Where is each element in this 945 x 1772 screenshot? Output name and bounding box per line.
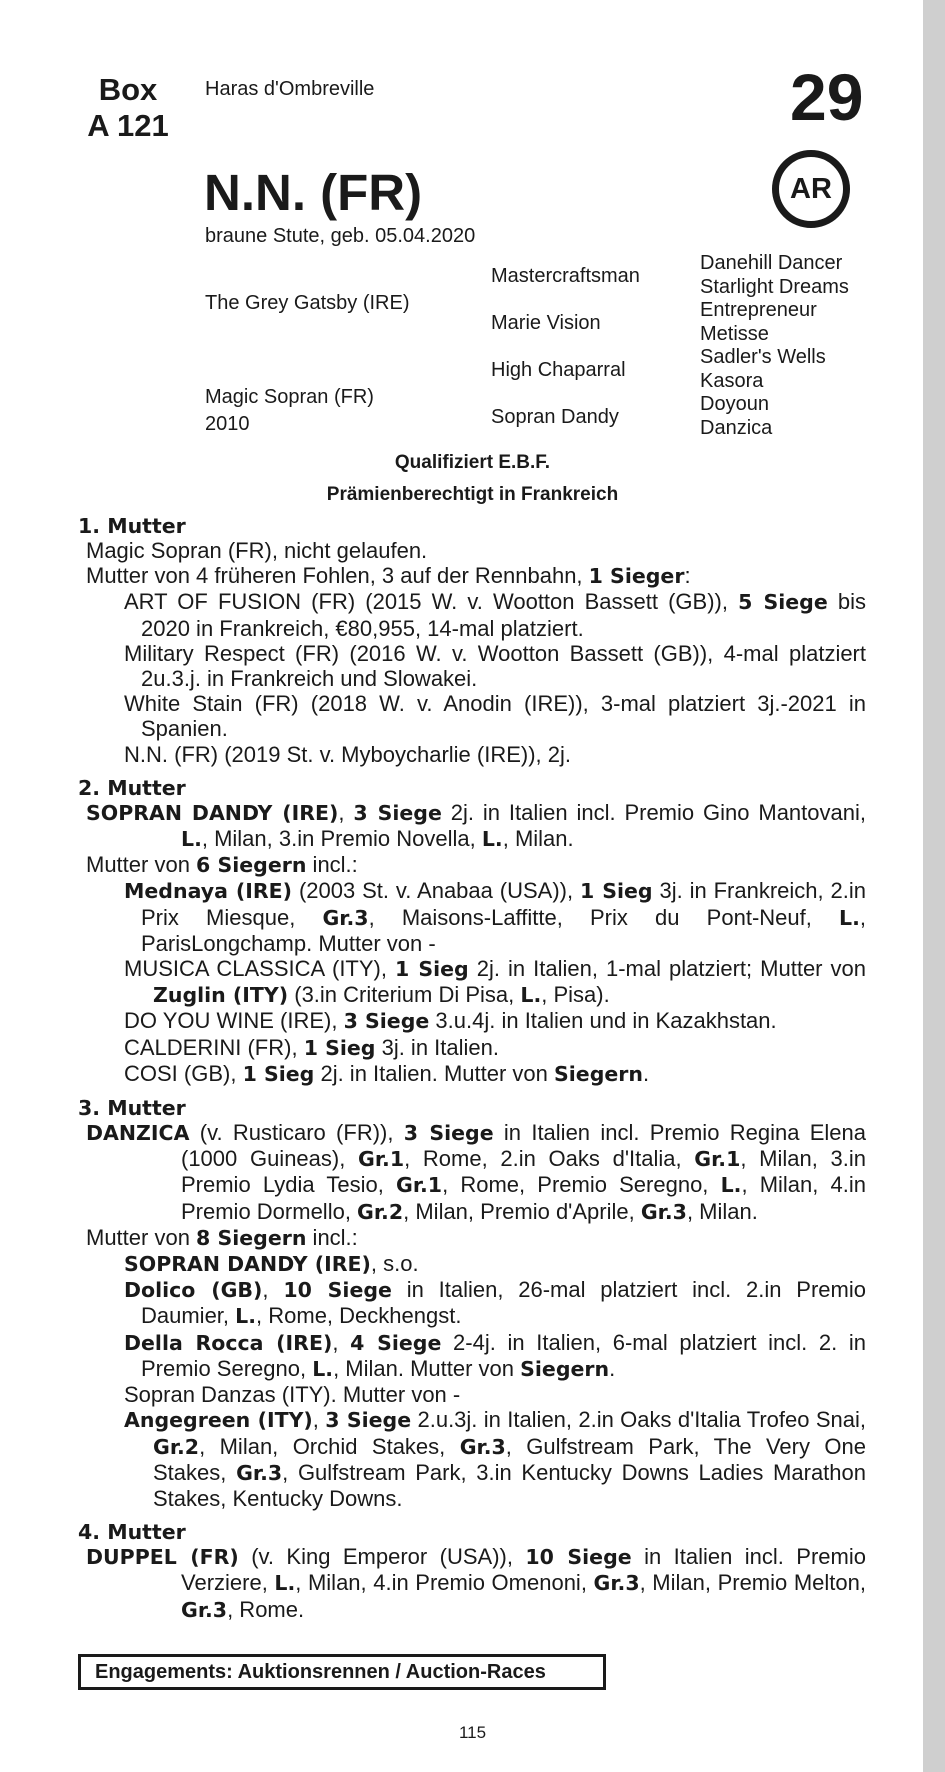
produce-entry: COSI (GB), 1 Sieg 2j. in Italien. Mutter von Siegern.: [124, 1060, 650, 1086]
produce-entry: Della Rocca (IRE), 4 Siege 2-4j. in Italien, 6-mal platziert incl. 2. in Premio Seregno, L., Milan. Mutter von Siegern.: [124, 1329, 866, 1381]
pedigree-ggp: Metisse: [700, 322, 769, 345]
third-dam-produce-summary: Mutter von 8 Siegern incl.:: [86, 1224, 358, 1250]
sub-produce-entry: Angegreen (ITY), 3 Siege 2.u.3j. in Italien, 2.in Oaks d'Italia Trofeo Snai, Gr.2, Milan, Orchid Stakes, Gr.3, Gulfstream Park, The Very One Stakes, Gr.3, Gulfstream Park, 3.in Kentucky Downs Ladies Marathon Stakes, Kentucky Downs.: [124, 1407, 866, 1511]
produce-entry: Dolico (GB), 10 Siege in Italien, 26-mal platziert incl. 2.in Premio Daumier, L., Rome, Deckhengst.: [124, 1277, 866, 1329]
produce-entry: SOPRAN DANDY (IRE), s.o.: [124, 1251, 419, 1277]
pedigree-ggp: Doyoun: [700, 393, 769, 415]
produce-entry: Sopran Danzas (ITY). Mutter von -: [124, 1382, 461, 1408]
pedigree-gp: Marie Vision: [491, 312, 601, 334]
pedigree-great-grandparents: [700, 252, 849, 440]
pedigree-gp: Sopran Dandy: [491, 406, 619, 428]
first-dam-heading: 1. Mutter: [78, 514, 186, 538]
pedigree-ggp: Sadler's Wells: [700, 346, 826, 368]
third-dam-record: DANZICA (v. Rusticaro (FR)), 3 Siege in Italien incl. Premio Regina Elena (1000 Guineas), Gr.1, Rome, 2.in Oaks d'Italia, Gr.1, Milan, 3.in Premio Lydia Tesio, Gr.1, Rome, Premio Seregno, L., Milan, 4.in Premio Dormello, Gr.2, Milan, Premio d'Aprile, Gr.3, Milan.: [86, 1120, 867, 1224]
horse-name: N.N. (FR): [204, 164, 423, 221]
horse-description: braune Stute, geb. 05.04.2020: [205, 225, 476, 247]
second-dam-record: SOPRAN DANDY (IRE), 3 Siege 2j. in Italien incl. Premio Gino Mantovani, L., Milan, 3.in Premio Novella, L., Milan.: [86, 799, 866, 852]
box-line-1: Box: [98, 72, 158, 107]
third-dam-section: [78, 1096, 866, 1511]
ar-badge: [772, 150, 850, 228]
first-dam-section: [78, 514, 866, 767]
fourth-dam-heading: 4. Mutter: [78, 1520, 186, 1545]
second-dam-produce-summary: Mutter von 6 Siegern incl.:: [86, 852, 358, 878]
qualification-premium: Prämienberechtigt in Frankreich: [326, 484, 619, 505]
pedigree-dam-year: 2010: [205, 413, 250, 435]
second-dam-heading: 2. Mutter: [78, 775, 186, 800]
pedigree-ggp: Danehill Dancer: [700, 252, 843, 274]
fourth-dam-record: DUPPEL (FR) (v. King Emperor (USA)), 10 Siege in Italien incl. Premio Verziere, L., Milan, 4.in Premio Omenoni, Gr.3, Milan, Premio Melton, Gr.3, Rome.: [86, 1544, 866, 1622]
produce-entry: CALDERINI (FR), 1 Sieg 3j. in Italien.: [124, 1034, 499, 1060]
produce-entry: DO YOU WINE (IRE), 3 Siege 3.u.4j. in Italien und in Kazakhstan.: [124, 1008, 777, 1034]
breeder: Haras d'Ombreville: [205, 78, 375, 100]
lot-number: 29: [790, 60, 864, 134]
produce-entry: White Stain (FR) (2018 W. v. Anodin (IRE)), 3-mal platziert 3j.-2021 in Spanien.: [124, 691, 866, 742]
right-margin-bar: [923, 0, 945, 1772]
pedigree-dam: Magic Sopran (FR): [205, 386, 374, 408]
pedigree-sire: The Grey Gatsby (IRE): [205, 292, 410, 314]
fourth-dam-section: [78, 1520, 866, 1623]
pedigree-gp: Mastercraftsman: [491, 265, 640, 287]
first-dam-foals: Mutter von 4 früheren Fohlen, 3 auf der Rennbahn, 1 Sieger:: [86, 563, 691, 589]
produce-entry: Military Respect (FR) (2016 W. v. Wootton Bassett (GB)), 4-mal platziert 2u.3.j. in Frankreich und Slowakei.: [124, 640, 866, 692]
pedigree-gp: High Chaparral: [491, 359, 626, 381]
produce-entry: Mednaya (IRE) (2003 St. v. Anabaa (USA)), 1 Sieg 3j. in Frankreich, 2.in Prix Miesque, Gr.3, Maisons-Laffitte, Prix du Pont-Neuf, L., ParisLongchamp. Mutter von -: [124, 878, 867, 956]
box-label: [78, 72, 178, 144]
third-dam-heading: 3. Mutter: [78, 1096, 186, 1121]
engagements-box: Engagements: Auktionsrennen / Auction-Races: [78, 1654, 606, 1690]
ar-badge-label: AR: [790, 172, 832, 205]
pedigree-ggp: Starlight Dreams: [700, 275, 849, 298]
page-number: 115: [458, 1723, 487, 1742]
produce-entry: N.N. (FR) (2019 St. v. Myboycharlie (IRE)), 2j.: [124, 741, 572, 767]
box-line-2: A 121: [87, 108, 169, 143]
second-dam-section: [78, 776, 866, 1087]
produce-entry: ART OF FUSION (FR) (2015 W. v. Wootton Bassett (GB)), 5 Siege bis 2020 in Frankreich, €80,955, 14-mal platziert.: [124, 589, 866, 641]
family-section: [78, 514, 866, 1632]
pedigree-ggp: Entrepreneur: [700, 299, 817, 321]
pedigree-ggp: Kasora: [700, 369, 764, 392]
sub-produce-entry: MUSICA CLASSICA (ITY), 1 Sieg 2j. in Italien, 1-mal platziert; Mutter von Zuglin (ITY) (3.in Criterium Di Pisa, L., Pisa).: [124, 956, 867, 1008]
pedigree-ggp: Danzica: [700, 416, 773, 439]
qualification-ebf: Qualifiziert E.B.F.: [394, 452, 551, 473]
first-dam-intro: Magic Sopran (FR), nicht gelaufen.: [86, 538, 428, 563]
